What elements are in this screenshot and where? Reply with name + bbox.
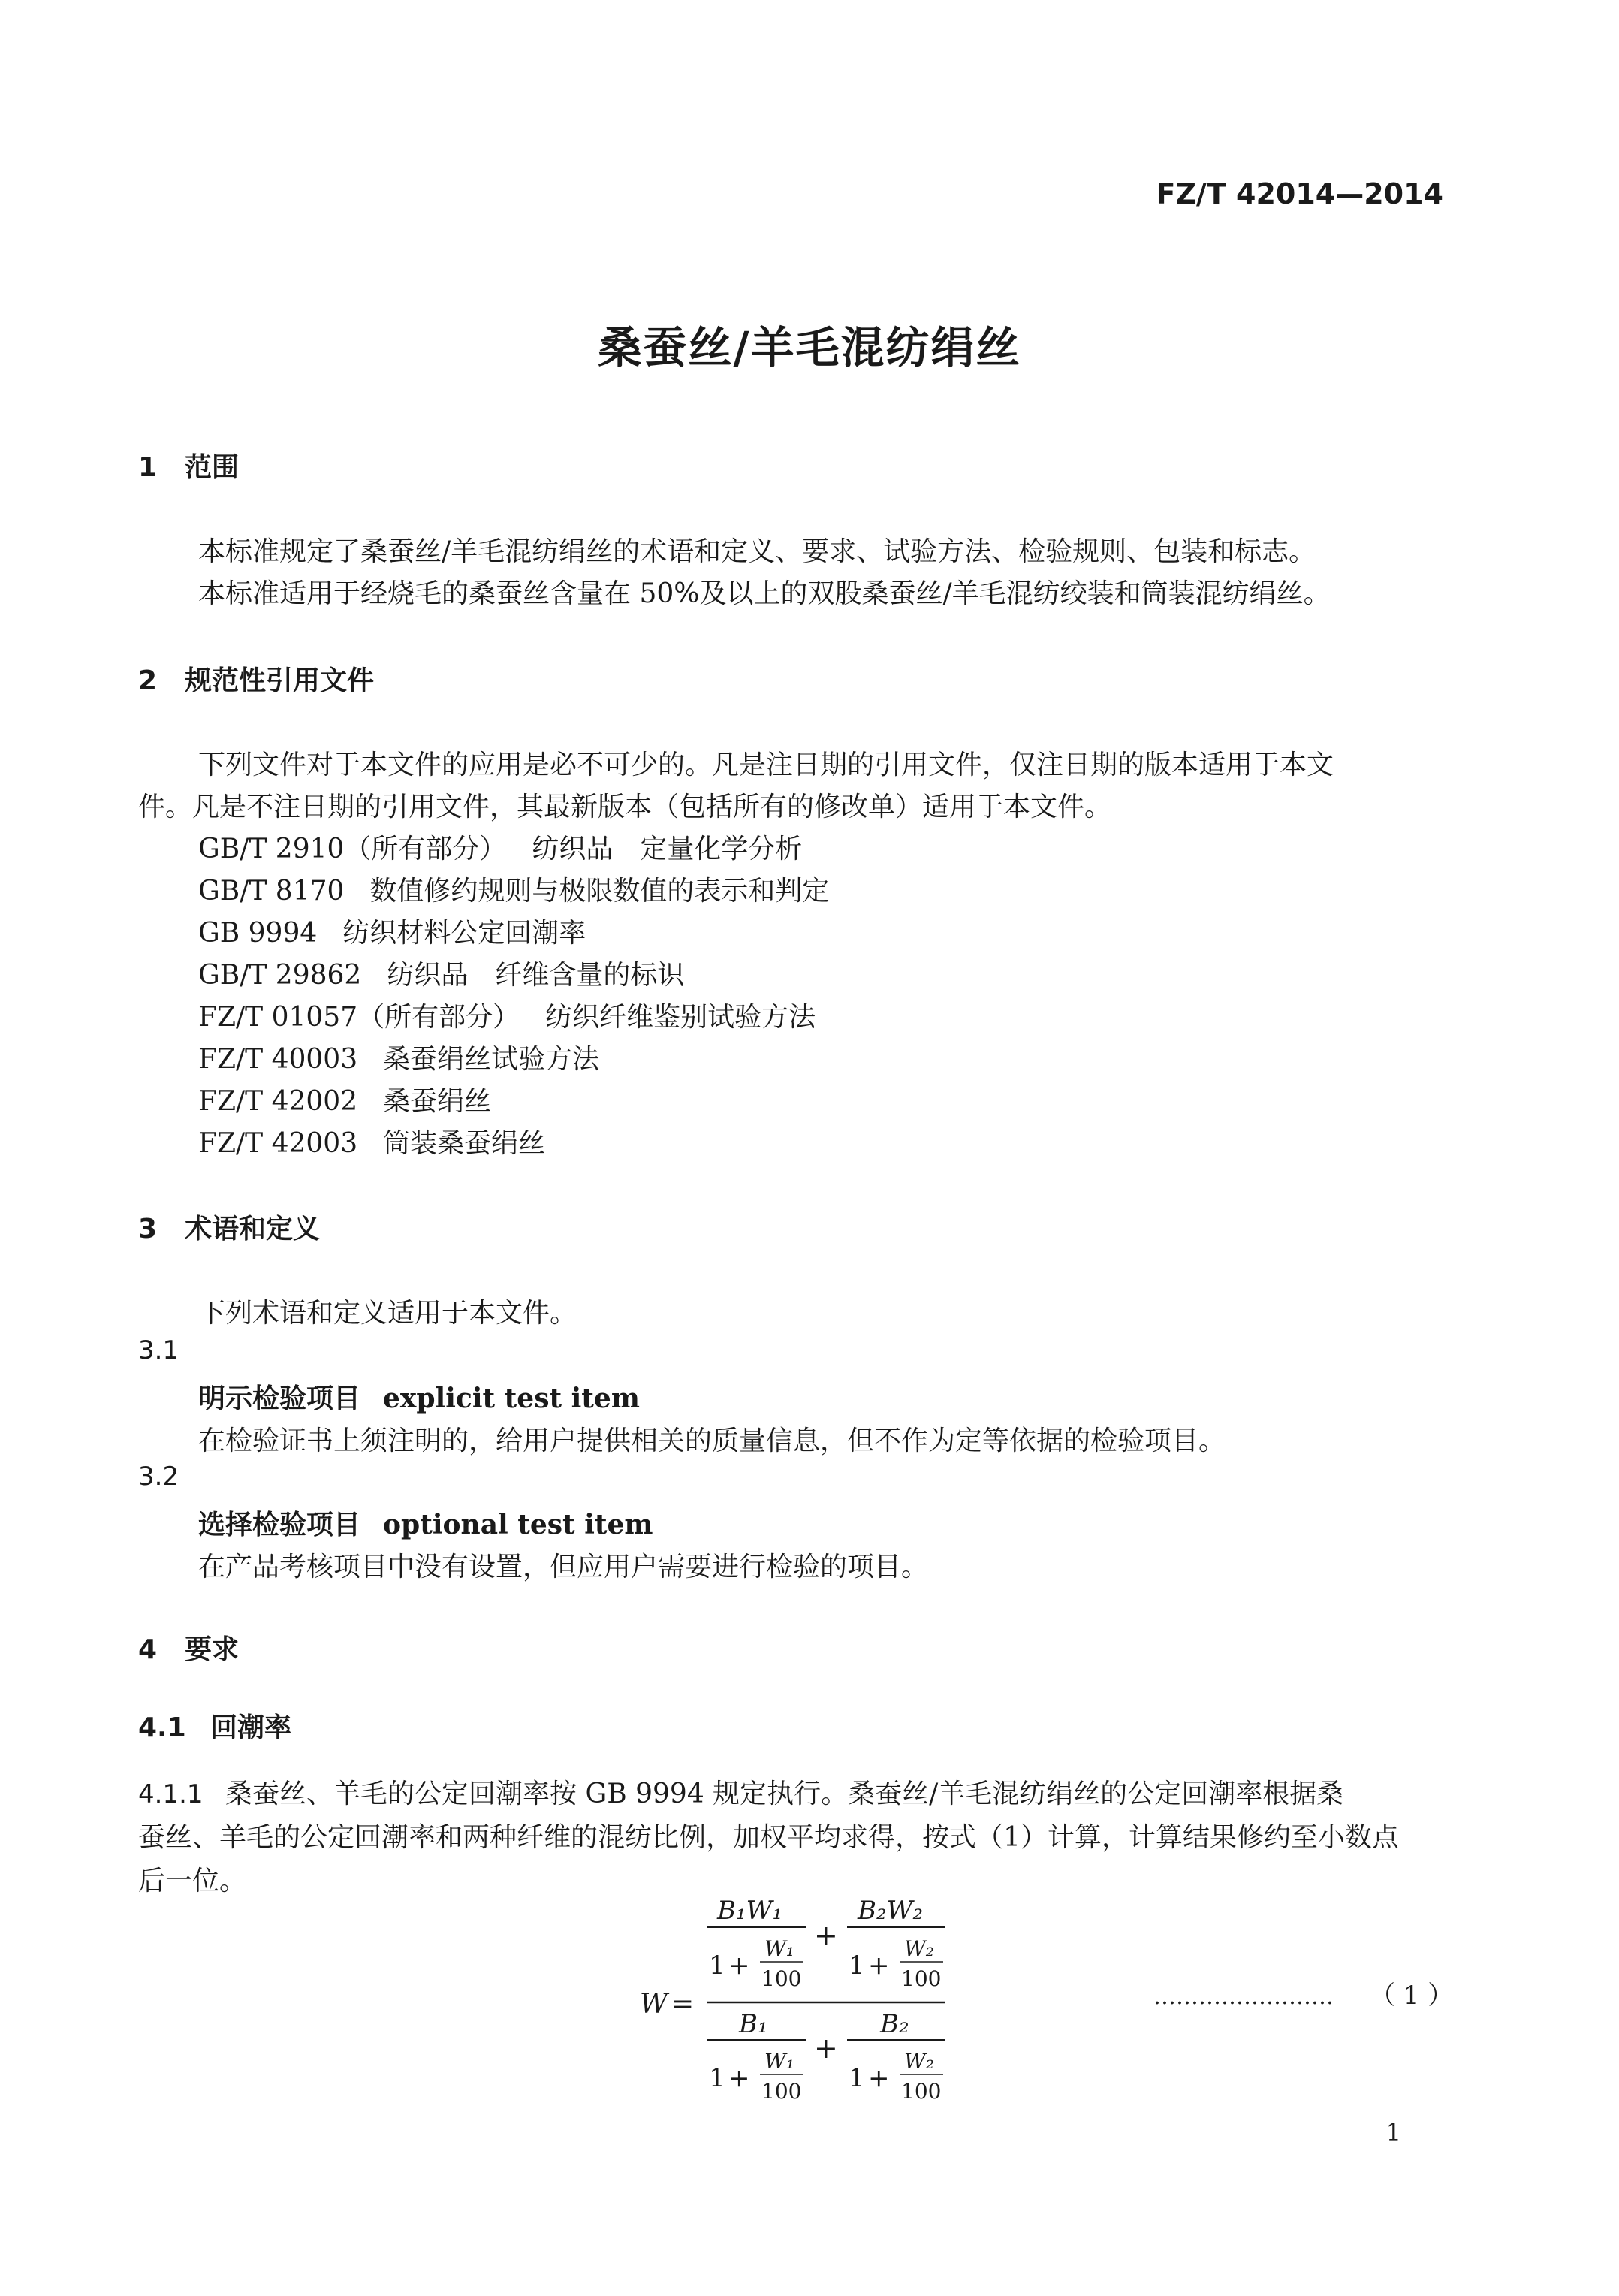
clause-4-1-1-line-2: 蚕丝、羊毛的公定回潮率和两种纤维的混纺比例，加权平均求得，按式（1）计算，计算结果修约至小数点: [138, 1822, 1399, 1853]
formula-w2: W₂: [904, 1936, 935, 1961]
section-2-paragraph-line-2: 件。凡是不注日期的引用文件，其最新版本（包括所有的修改单）适用于本文件。: [138, 792, 1112, 822]
section-number: 3: [138, 1214, 158, 1245]
reference-code: FZ/T 42002: [198, 1086, 358, 1117]
section-number: 4: [138, 1634, 158, 1665]
formula-leader-dots: ……………………: [1153, 1984, 1334, 2010]
formula-w1: W₁: [764, 2049, 795, 2074]
reference-code: FZ/T 01057（所有部分）: [198, 1002, 520, 1033]
section-1-paragraph-1: 本标准规定了桑蚕丝/羊毛混纺绢丝的术语和定义、要求、试验方法、检验规则、包装和标志。: [198, 536, 1316, 567]
reference-title: 筒装桑蚕绢丝: [383, 1128, 546, 1159]
reference-code: FZ/T 42003: [198, 1128, 358, 1159]
formula-plus: +: [814, 2032, 838, 2065]
formula-plus: +: [728, 1951, 750, 1981]
term-definition: 在产品考核项目中没有设置，但应用户需要进行检验的项目。: [198, 1552, 929, 1582]
term-definition: 在检验证书上须注明的，给用户提供相关的质量信息，但不作为定等依据的检验项目。: [198, 1426, 1226, 1456]
term-english: explicit test item: [383, 1383, 640, 1414]
formula-one: 1: [709, 2063, 725, 2093]
reference-title: 纺织纤维鉴别试验方法: [545, 1002, 816, 1033]
reference-code: GB/T 29862: [198, 960, 362, 991]
formula-plus: +: [868, 2063, 890, 2093]
formula-equals: =: [671, 1989, 695, 2020]
reference-code: GB/T 2910（所有部分）: [198, 834, 507, 864]
subsection-number: 4.1: [138, 1712, 186, 1743]
term-number: 3.2: [138, 1462, 179, 1492]
section-title: 范围: [185, 452, 240, 483]
denominator-term-1-top: B₁: [739, 2009, 768, 2039]
clause-text: 桑蚕丝、羊毛的公定回潮率按 GB 9994 规定执行。桑蚕丝/羊毛混纺绢丝的公定回潮率根据桑: [225, 1779, 1344, 1809]
section-number: 2: [138, 665, 158, 696]
formula-w1: W₁: [764, 1936, 795, 1961]
reference-code: FZ/T 40003: [198, 1044, 358, 1075]
formula-one: 1: [709, 1951, 725, 1981]
reference-code: GB/T 8170: [198, 876, 345, 907]
page-title: 桑蚕丝/羊毛混纺绢丝: [598, 322, 1021, 373]
term-chinese: 明示检验项目: [198, 1383, 361, 1414]
term-number: 3.1: [138, 1335, 179, 1365]
section-2-paragraph-line-1: 下列文件对于本文件的应用是必不可少的。凡是注日期的引用文件，仅注日期的版本适用于本文: [198, 750, 1334, 780]
denominator-term-2-top: B₂: [880, 2009, 909, 2039]
term-english: optional test item: [383, 1509, 653, 1540]
formula-hundred: 100: [901, 1966, 942, 1991]
numerator-term-1-top: B₁W₁: [717, 1896, 783, 1926]
section-title: 规范性引用文件: [185, 665, 375, 696]
formula-hundred: 100: [761, 2079, 802, 2104]
formula-hundred: 100: [901, 2079, 942, 2104]
reference-title: 桑蚕绢丝试验方法: [383, 1044, 600, 1075]
reference-title: 纺织品 纤维含量的标识: [387, 960, 685, 991]
formula-lhs: W: [640, 1989, 668, 2020]
section-1-paragraph-2: 本标准适用于经烧毛的桑蚕丝含量在 50%及以上的双股桑蚕丝/羊毛混纺绞装和筒装混纺绢丝。: [198, 578, 1331, 609]
formula-plus: +: [728, 2063, 750, 2093]
document-code: FZ/T 42014—2014: [1156, 177, 1443, 210]
reference-title: 纺织品 定量化学分析: [532, 834, 803, 864]
formula-number: （ 1 ）: [1370, 1981, 1454, 2011]
reference-title: 数值修约规则与极限数值的表示和判定: [369, 876, 830, 907]
reference-title: 桑蚕绢丝: [383, 1086, 492, 1117]
formula-plus: +: [814, 1919, 838, 1952]
page-number: 1: [1385, 2118, 1401, 2147]
formula-hundred: 100: [761, 1966, 802, 1991]
clause-number: 4.1.1: [138, 1779, 204, 1809]
clause-4-1-1-line-3: 后一位。: [138, 1866, 247, 1896]
section-title: 术语和定义: [185, 1214, 321, 1245]
section-title: 要求: [185, 1634, 240, 1665]
section-3-paragraph: 下列术语和定义适用于本文件。: [198, 1298, 577, 1329]
numerator-term-2-top: B₂W₂: [858, 1896, 924, 1926]
formula-one: 1: [849, 1951, 865, 1981]
section-number: 1: [138, 452, 158, 483]
formula-w2: W₂: [904, 2049, 935, 2074]
formula-plus: +: [868, 1951, 890, 1981]
reference-title: 纺织材料公定回潮率: [342, 918, 586, 949]
reference-code: GB 9994: [198, 918, 318, 949]
term-chinese: 选择检验项目: [198, 1509, 361, 1540]
formula-one: 1: [849, 2063, 865, 2093]
subsection-title: 回潮率: [210, 1712, 292, 1743]
